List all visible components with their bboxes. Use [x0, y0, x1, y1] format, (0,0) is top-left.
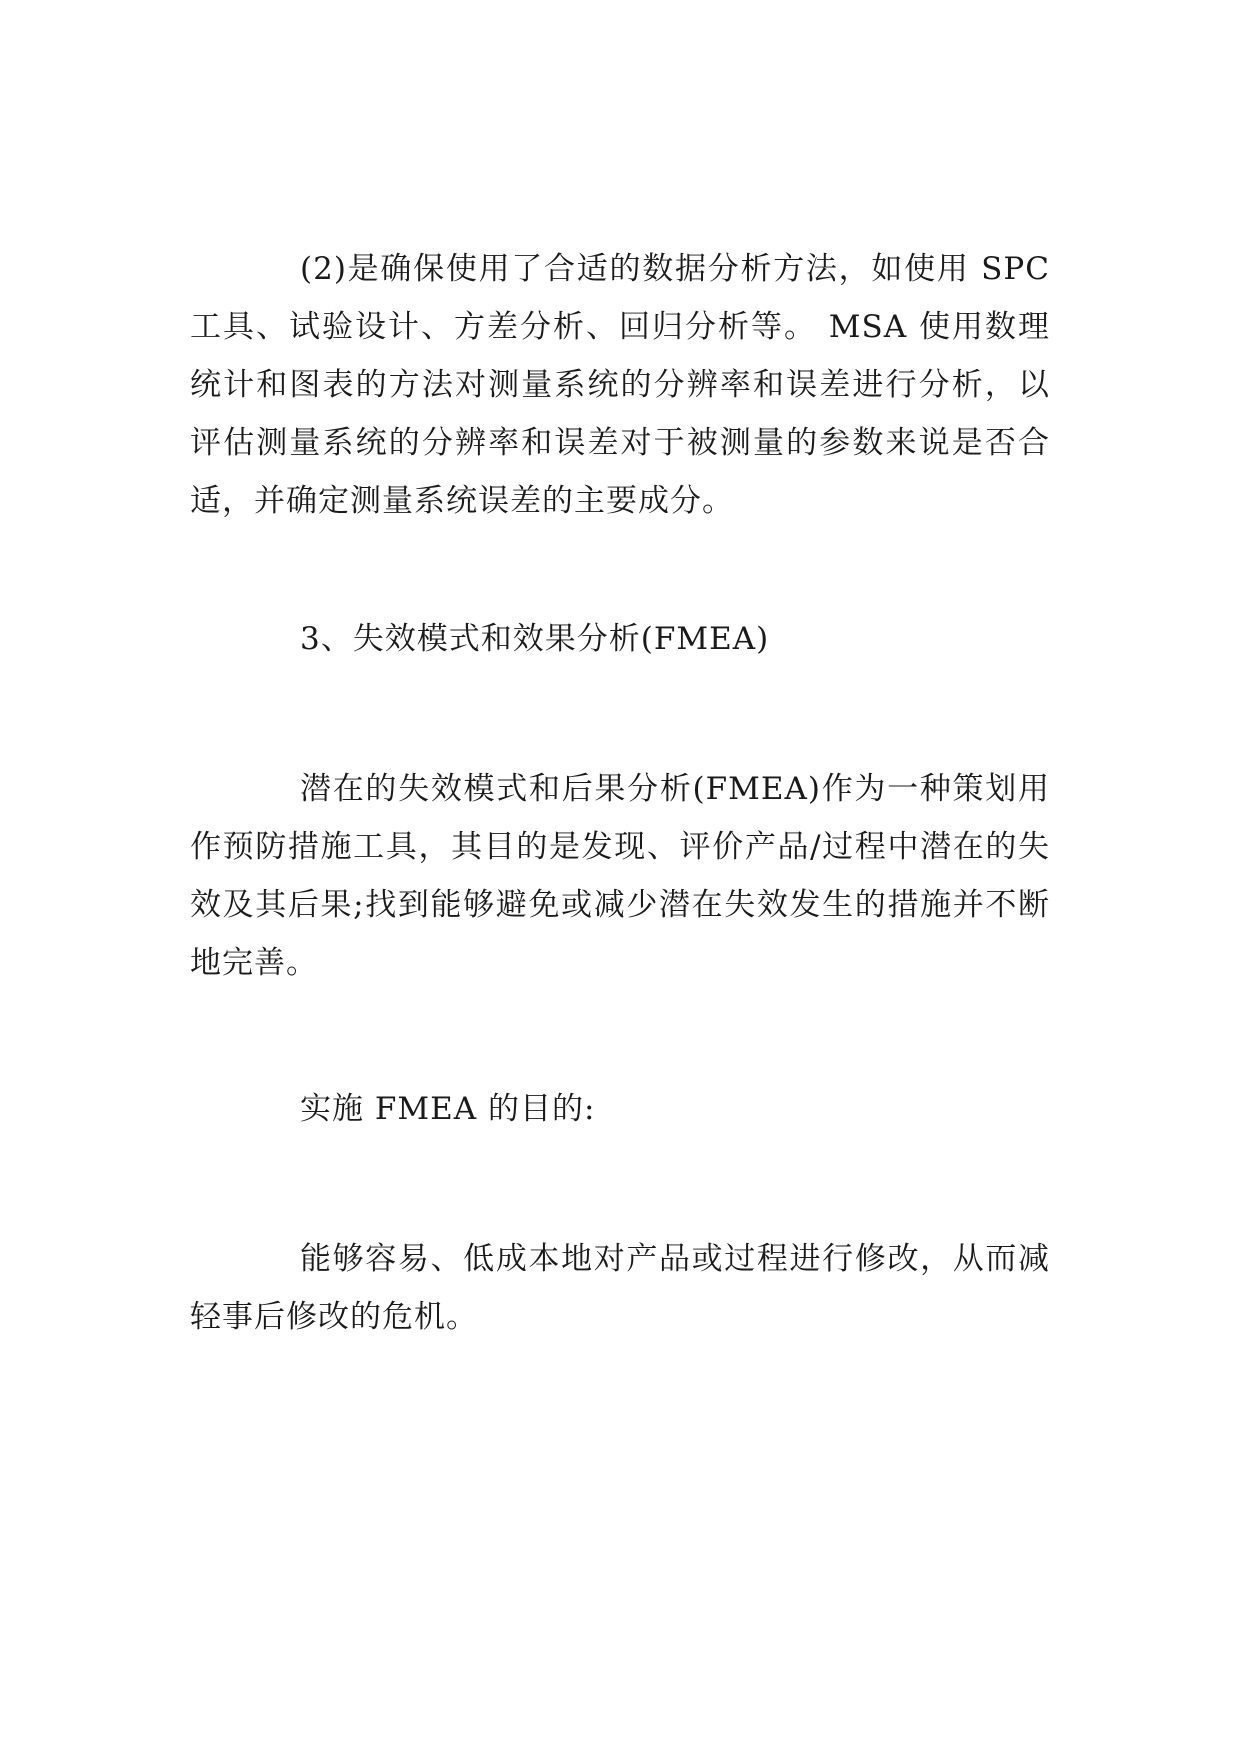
paragraph-fmea-definition: 潜在的失效模式和后果分析(FMEA)作为一种策划用作预防措施工具，其目的是发现、评价产品/过程中潜在的失效及其后果;找到能够避免或减少潜在失效发生的措施并不断地完善。 — [190, 771, 1050, 981]
paragraph-msa-analysis: (2)是确保使用了合适的数据分析方法，如使用 SPC 工具、试验设计、方差分析、回归分析等。 MSA 使用数理统计和图表的方法对测量系统的分辨率和误差进行分析，以评估测量系统的分辨率和误差对于被测量的参数来说是否合适，并确定测量系统误差的主要成分。 — [190, 251, 1050, 519]
section-heading-fmea: 3、失效模式和效果分析(FMEA) — [300, 621, 770, 657]
paragraph-fmea-purpose-title: 实施 FMEA 的目的: — [300, 1091, 596, 1127]
paragraph-fmea-purpose-item: 能够容易、低成本地对产品或过程进行修改，从而减轻事后修改的危机。 — [190, 1241, 1050, 1335]
